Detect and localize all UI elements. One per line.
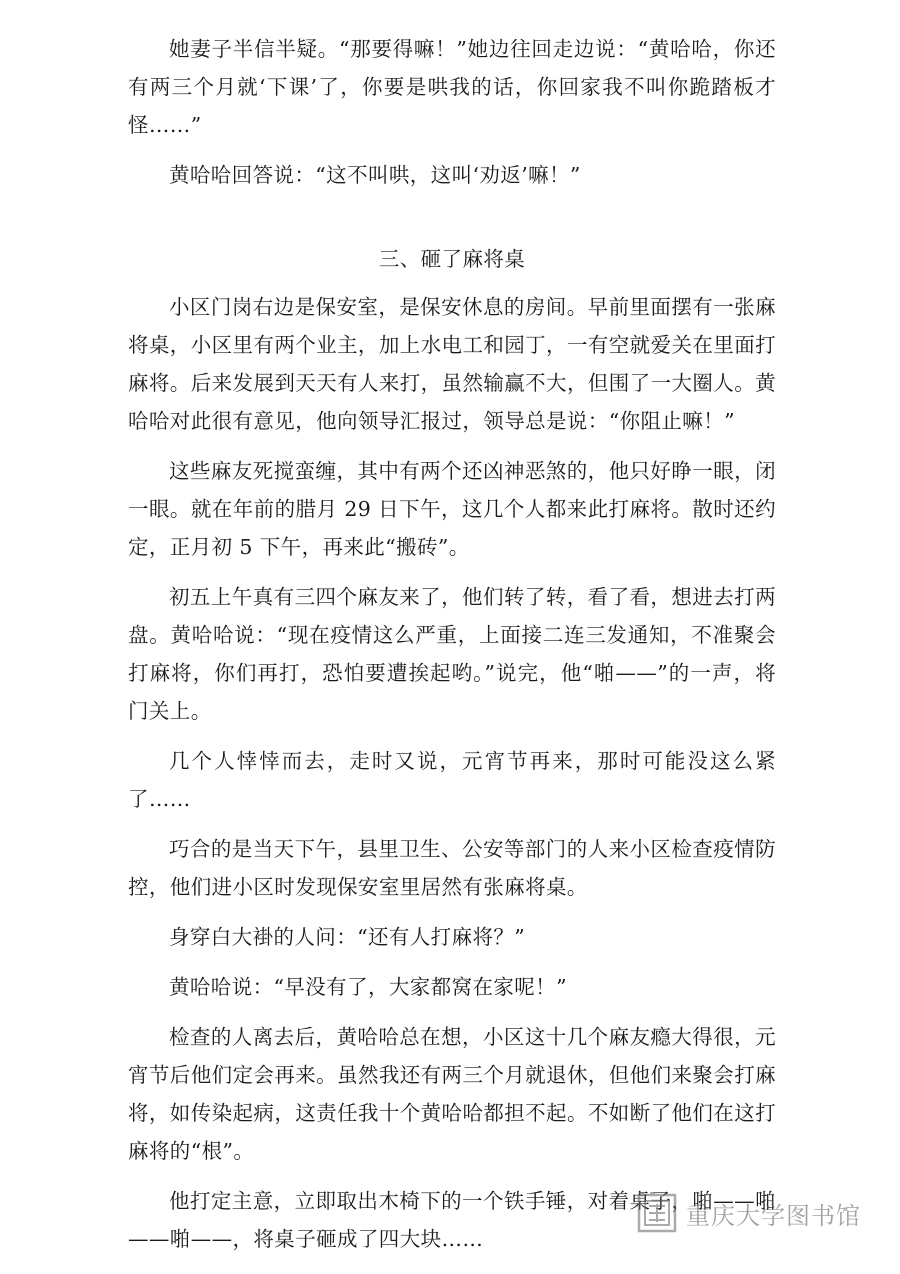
paragraph: 几个人悻悻而去，走时又说，元宵节再来，那时可能没这么紧了…… [128, 749, 776, 811]
paragraph: 身穿白大褂的人问：“还有人打麻将？” [169, 925, 526, 949]
paragraph: 她妻子半信半疑。“那要得嘛！”她边往回走边说：“黄哈哈，你还有两三个月就‘下课’了，你要是哄我的话，你回家我不叫你跪踏板才怪……” [128, 37, 776, 137]
watermark-text: 重庆大学图书馆 [686, 1201, 861, 1230]
paragraph: 初五上午真有三四个麻友来了，他们转了转，看了看，想进去打两盘。黄哈哈说：“现在疫情这么严重，上面接二连三发通知，不准聚会打麻将，你们再打，恐怕要遭挨起哟。”说完，他“啪——”的一声，将门关上。 [128, 585, 776, 723]
section-title: 三、砸了麻将桌 [378, 247, 526, 271]
paragraph: 黄哈哈说：“早没有了，大家都窝在家呢！” [169, 975, 567, 999]
paragraph: 黄哈哈回答说：“这不叫哄，这叫‘劝返’嘛！” [169, 163, 581, 187]
library-logo-icon [636, 1192, 678, 1234]
paragraph: 他打定主意，立即取出木椅下的一个铁手锤，对着桌子，啪——啪——啪——，将桌子砸成了四大块…… [128, 1189, 776, 1251]
paragraph: 巧合的是当天下午，县里卫生、公安等部门的人来小区检查疫情防控，他们进小区时发现保安室里居然有张麻将桌。 [128, 837, 776, 899]
library-watermark [636, 1192, 861, 1234]
document-page [128, 30, 776, 1270]
paragraph: 这些麻友死搅蛮缠，其中有两个还凶神恶煞的，他只好睁一眼，闭一眼。就在年前的腊月 29 日下午，这几个人都来此打麻将。散时还约定，正月初 5 下午，再来此“搬砖”。 [128, 459, 776, 559]
paragraph: 检查的人离去后，黄哈哈总在想，小区这十几个麻友瘾大得很，元宵节后他们定会再来。虽然我还有两三个月就退休，但他们来聚会打麻将，如传染起病，这责任我十个黄哈哈都担不起。不如断了他们在这打麻将的“根”。 [128, 1025, 776, 1163]
paragraph: 小区门岗右边是保安室，是保安休息的房间。早前里面摆有一张麻将桌，小区里有两个业主，加上水电工和园丁，一有空就爱关在里面打麻将。后来发展到天天有人来打，虽然输赢不大，但围了一大圈人。黄哈哈对此很有意见，他向领导汇报过，领导总是说：“你阻止嘛！” [128, 295, 776, 433]
